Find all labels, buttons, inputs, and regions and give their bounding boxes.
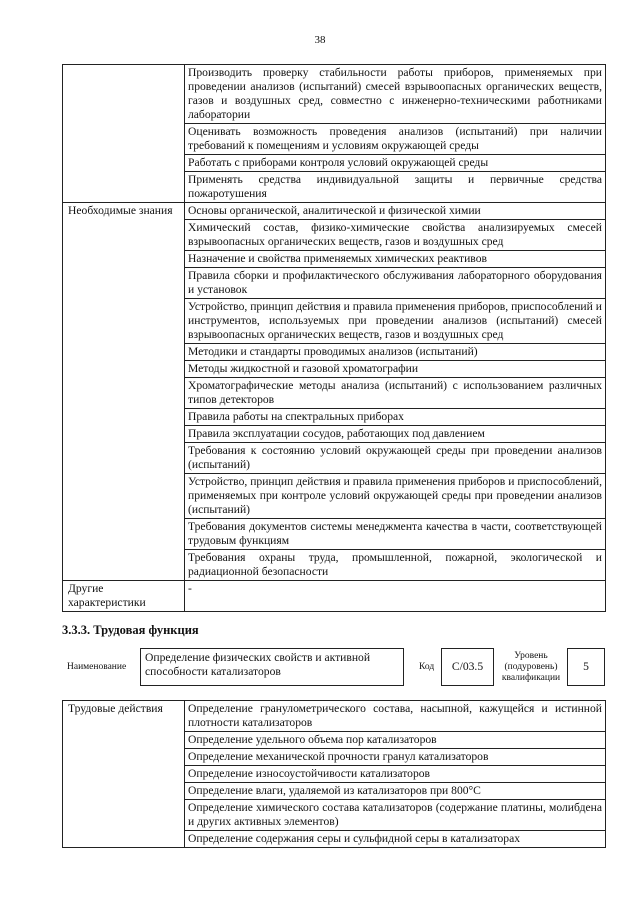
requirement-cell: Производить проверку стабильности работы приборов, применяемых при проведении анализов (испытаний) смесей взрывоопасных органических веществ, газов и воздушных сред, совместно с инженерно-техническими работниками лаборатории (185, 65, 606, 124)
requirement-cell: Хроматографические методы анализа (испытаний) с использованием различных типов детекторов (185, 378, 606, 409)
table-row (63, 701, 606, 732)
code-label: Код (419, 662, 435, 672)
requirement-cell: Работать с приборами контроля условий окружающей среды (185, 155, 606, 172)
row-category-label: Необходимые знания (63, 203, 185, 581)
requirement-cell: Методы жидкостной и газовой хроматографии (185, 361, 606, 378)
labor-action-cell: Определение химического состава катализаторов (содержание платины, молибдена и других активных элементов) (185, 800, 606, 831)
function-name-field: Определение физических свойств и активной способности катализаторов (140, 648, 404, 686)
skills-knowledge-table (62, 64, 606, 612)
requirement-cell: Требования охраны труда, промышленной, пожарной, экологической и радиационной безопасности (185, 550, 606, 581)
requirement-cell: Устройство, принцип действия и правила применения приборов, приспособлений и инструментов, используемых при проведении анализов (испытаний) смесей взрывоопасных органических веществ, газов и воздушных сред (185, 299, 606, 344)
row-category-label (63, 65, 185, 203)
requirement-cell: Химический состав, физико-химические свойства анализируемых смесей взрывоопасных органических веществ, газов и воздушных сред (185, 220, 606, 251)
requirement-cell: - (185, 581, 606, 612)
requirement-cell: Назначение и свойства применяемых химических реактивов (185, 251, 606, 268)
qualification-level-label: Уровень (подуровень) квалификации (501, 651, 561, 683)
requirement-cell: Требования документов системы менеджмента качества в части, соответствующей трудовым функциям (185, 519, 606, 550)
row-category-label: Трудовые действия (63, 701, 185, 848)
page-number: 38 (314, 34, 326, 46)
labor-action-cell: Определение механической прочности гранул катализаторов (185, 749, 606, 766)
qualification-level-field: 5 (567, 648, 605, 686)
requirement-cell: Основы органической, аналитической и физической химии (185, 203, 606, 220)
table-row (63, 203, 606, 220)
requirement-cell: Применять средства индивидуальной защиты и первичные средства пожаротушения (185, 172, 606, 203)
function-code-field: C/03.5 (441, 648, 494, 686)
labor-action-cell: Определение влаги, удаляемой из катализаторов при 800°С (185, 783, 606, 800)
requirement-cell: Требования к состоянию условий окружающей среды при проведении анализов (испытаний) (185, 443, 606, 474)
labor-action-cell: Определение удельного объема пор катализаторов (185, 732, 606, 749)
requirement-cell: Правила эксплуатации сосудов, работающих под давлением (185, 426, 606, 443)
labor-function-header (62, 648, 605, 688)
row-category-label: Другие характеристики (63, 581, 185, 612)
requirement-cell: Устройство, принцип действия и правила применения приборов и приспособлений, применяемых при контроле условий окружающей среды при проведении анализов (испытаний) (185, 474, 606, 519)
requirement-cell: Оценивать возможность проведения анализов (испытаний) при наличии требований к помещениям и условиям окружающей среды (185, 124, 606, 155)
labor-action-cell: Определение содержания серы и сульфидной серы в катализаторах (185, 831, 606, 848)
labor-action-cell: Определение износоустойчивости катализаторов (185, 766, 606, 783)
labor-actions-table (62, 700, 606, 848)
table-row (63, 65, 606, 124)
requirement-cell: Методики и стандарты проводимых анализов (испытаний) (185, 344, 606, 361)
labor-action-cell: Определение гранулометрического состава, насыпной, кажущейся и истинной плотности катализаторов (185, 701, 606, 732)
name-label: Наименование (67, 662, 127, 672)
requirement-cell: Правила сборки и профилактического обслуживания лабораторного оборудования и установок (185, 268, 606, 299)
requirement-cell: Правила работы на спектральных приборах (185, 409, 606, 426)
section-heading: 3.3.3. Трудовая функция (62, 623, 199, 637)
table-row (63, 581, 606, 612)
